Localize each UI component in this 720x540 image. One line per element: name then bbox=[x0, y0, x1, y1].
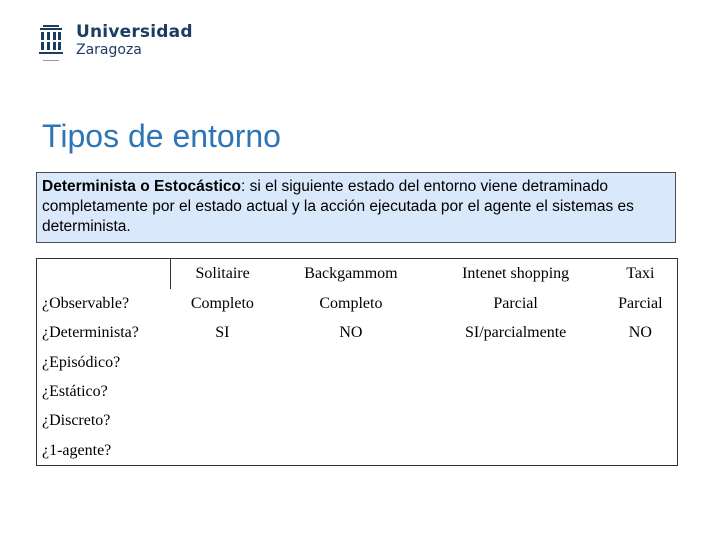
table-cell: SI/parcialmente bbox=[464, 324, 567, 342]
university-logo bbox=[38, 22, 193, 64]
definition-box bbox=[36, 172, 676, 243]
table-cell bbox=[171, 407, 275, 436]
table-cell bbox=[428, 377, 604, 406]
row-header: ¿Estático? bbox=[42, 382, 108, 400]
table-cell bbox=[604, 377, 678, 406]
column-header: Backgammom bbox=[304, 265, 398, 282]
definition-text: : si el siguiente estado del entorno viene detraminado completamente por el estado actual y la acción ejecutada por el agente el sistemas es determinista. bbox=[42, 178, 634, 235]
table-cell: NO bbox=[628, 324, 652, 342]
table-cell bbox=[274, 436, 427, 465]
table-cell bbox=[428, 407, 604, 436]
logo-university-name: Universidad bbox=[76, 22, 193, 42]
table-row bbox=[37, 348, 678, 377]
university-crest-icon bbox=[38, 24, 64, 64]
table-row bbox=[37, 407, 678, 436]
table-cell: Completo bbox=[319, 294, 383, 312]
slide-title: Tipos de entorno bbox=[42, 118, 281, 154]
table-cell: Parcial bbox=[493, 294, 538, 312]
table-cell bbox=[171, 348, 275, 377]
row-header: ¿1-agente? bbox=[42, 441, 112, 459]
table-header-row bbox=[37, 259, 678, 290]
table-cell bbox=[274, 407, 427, 436]
definition-term: Determinista o Estocástico bbox=[42, 178, 241, 195]
table-corner-cell bbox=[37, 259, 171, 290]
logo-city-name: Zaragoza bbox=[76, 42, 142, 58]
column-header: Taxi bbox=[626, 265, 655, 282]
row-header: ¿Discreto? bbox=[42, 412, 111, 430]
table-cell: SI bbox=[215, 324, 230, 342]
column-header: Solitaire bbox=[195, 265, 250, 282]
table-row bbox=[37, 436, 678, 465]
row-header: ¿Determinista? bbox=[42, 324, 139, 342]
table-cell bbox=[171, 436, 275, 465]
table-row bbox=[37, 318, 678, 347]
table-cell: Completo bbox=[190, 294, 254, 312]
table-cell bbox=[274, 377, 427, 406]
table-cell bbox=[428, 436, 604, 465]
table-cell bbox=[604, 407, 678, 436]
table-cell bbox=[428, 348, 604, 377]
environment-table bbox=[36, 258, 678, 466]
row-header: ¿Episódico? bbox=[42, 353, 121, 371]
column-header: Intenet shopping bbox=[462, 265, 570, 282]
table-cell bbox=[604, 436, 678, 465]
table-cell bbox=[274, 348, 427, 377]
table-cell: Parcial bbox=[618, 294, 663, 312]
table-cell: NO bbox=[339, 324, 363, 342]
table-cell bbox=[604, 348, 678, 377]
row-header: ¿Observable? bbox=[42, 294, 130, 312]
table-cell bbox=[171, 377, 275, 406]
table-row bbox=[37, 289, 678, 318]
table-row bbox=[37, 377, 678, 406]
